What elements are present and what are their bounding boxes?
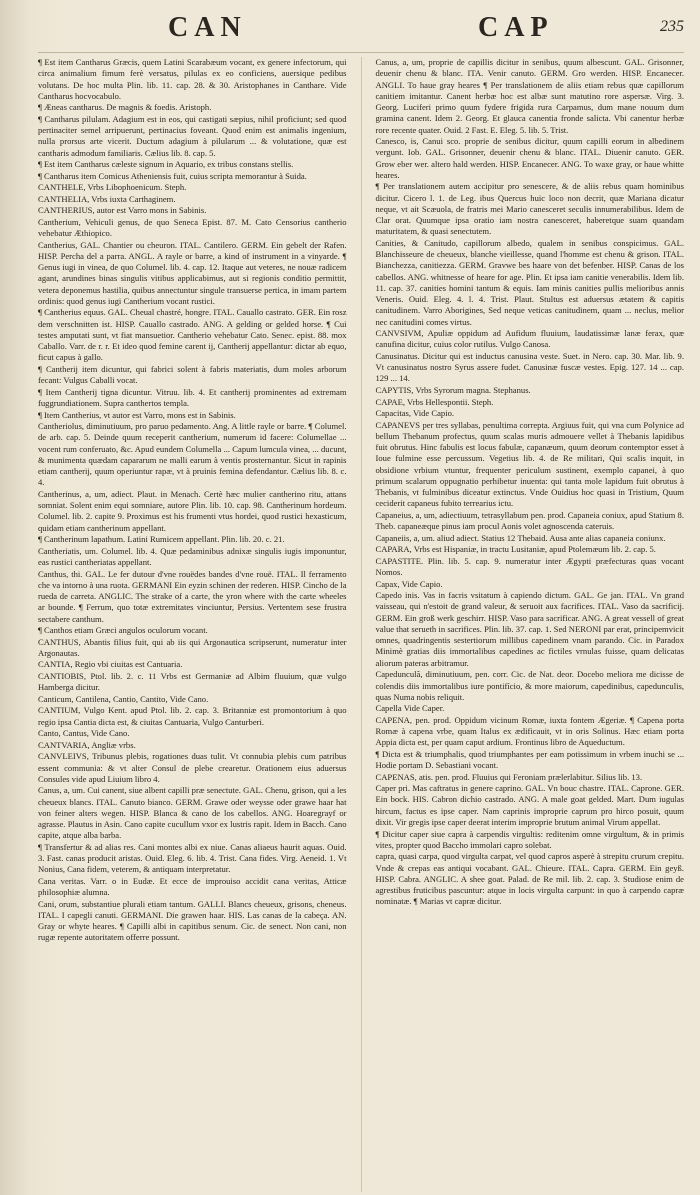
dictionary-entry: ¶ Item Cantherius, vt autor est Varro, mons est in Sabinis. <box>38 409 236 420</box>
running-head-right: CAP <box>478 12 554 43</box>
dictionary-columns <box>38 57 684 1192</box>
dictionary-entry: Capella Vide Caper. <box>375 703 445 714</box>
dictionary-entry: Capedo inis. Vas in facris vsitatum à capiendo dictum. GAL. Ge jan. ITAL. Vn grand vaisseau, qui n'estoit de grand valeur, & seruoit aux facrifices. ITAL. Vaso da sacrificij. GERM. Ein groß werk geschirr. HISP. Vaso para sacrificar. ANG. A great vessell of great value that serueth in sacrifices. Plin. lib. 37. cap. 1. Sed NERONI par erat, principemvicit omnes, quadringentis sestertiorum millibus capedinem vnam parando. Cic. in Paradox Minimè gratias diis immortalibus capedines ac fictiles vrnulas fuisse, quam delicatas aliorum pateras arbitramur. <box>375 590 684 668</box>
dictionary-entry: Capaneius, a, um, adiectiuum, tetrasyllabum pen. prod. Capaneia coniux, apud Statium 8. Theb. capaneæque pinus iam procul Aonis volet agnoscenda cateruis. <box>375 509 684 532</box>
dictionary-entry: ¶ Item Cantherij tigna dicuntur. Vitruu. lib. 4. Et cantherij prominentes ad extremam fuggrundiationem. Supra canthertos templa. <box>38 386 347 409</box>
left-column <box>38 57 347 1192</box>
dictionary-entry: Canusinatus. Dicitur qui est inductus canusina veste. Suet. in Nero. cap. 30. Mar. lib. 9. Vt canusinatus nostro Syrus assere fudet. Canusinæ fuscæ vestes. Epig. 127. 14 ... cap. 129 ... 14. <box>375 350 684 384</box>
dictionary-entry: Cani, orum, substantiue plurali etiam tantum. GALLI. Blancs cheueux, grisons, cheneus. ITAL. I capegli canuti. GERMANI. Die grawen haar. HIS. Las canas de la cabeça. AN. Gray or whyte heares. ¶ Capilli albi in capitibus senum. Cic. de senect. Non cani, non rugæ repente autoritatem offerre possunt. <box>38 898 347 943</box>
page-header <box>38 6 684 53</box>
dictionary-entry: CAPENA, pen. prod. Oppidum vicinum Romæ, iuxta fontem Ægeriæ. ¶ Capena porta Romæ à capena vrbe, quam Italus ex ædificauit, vt in oris Solinus. Hæc etiam porta Appia dicta est, per quam caput ardium. Frontinus libro de Aqueductum. <box>375 714 684 748</box>
dictionary-entry: Cantherium, Vehiculi genus, de quo Seneca Epist. 87. M. Cato Censorius cantherio vehebatur Æthiopico. <box>38 216 347 239</box>
dictionary-entry: Canus, a, um. Cui canent, siue albent capilli præ senectute. GAL. Chenu, grison, qui a les cheueux blancs. ITAL. Canuto bianco. GERM. Grawe oder weysse oder grawe haar hat von feiner alters wegen. HISP. Blanca & cano de los cabellos. ANG. Hoaregrayf or agrasse. Plautus in Asin. Cano capite cucullum vxor ex lustris rapit. Idem in Bacch. Cano capite, atque alba barba. <box>38 785 347 841</box>
dictionary-entry: Canesco, is, Canui sco. proprie de senibus dicitur, quum capilli eorum in albedinem vergunt. Iob. GAL. Grisonner, deuenir chenu & blanc. ITAL. Diuenir canuto. GER. Grow eber wer. altero hald werden. HISP. Encanecer. ANG. To waxe gray, or haue whitte heares. <box>375 136 684 180</box>
dictionary-entry: Caper pri. Mas caftratus in genere caprino. GAL. Vn bouc chastre. ITAL. Caprone. GER. Ein bock. HIS. Cabron dichio castrado. ANG. A male goat gelded. Mart. Dum iugulas hircum, factus es ipse caper. Nam caprinis improprie caprum pro hirco posuit, quum dixit. Vir gregis ipse caper deerat interim improprie brutum animal Virum appellat. <box>375 783 684 827</box>
dictionary-entry: CANVSIVM, Apuliæ oppidum ad Aufidum fluuium, laudatissimæ lanæ ferax, quæ canufina dicitur, cuius color rutilus. Vulgo Canosa. <box>375 328 684 350</box>
dictionary-entry: CANTHUS, Abantis filius fuit, qui ab iis qui Argonautica scripserunt, numeratur inter Argonautas. <box>38 636 347 658</box>
dictionary-entry: ¶ Dicta est & triumphalis, quod triumphantes per eam potissimum in vrbem inuchi se ... Hodie portam D. Sebastiani vocant. <box>375 748 684 771</box>
running-head-left: CAN <box>168 12 247 43</box>
dictionary-entry: Capaneiis, a, um. aliud adiect. Statius 12 Thebaid. Ausa ante alias capaneia coniunx. <box>375 532 666 543</box>
dictionary-entry: Cantheriatis, um. Columel. lib. 4. Quæ pedaminibus adnixæ singulis iugis imponuntur, eas rustici cantheriatas appellant. <box>38 545 347 568</box>
page-number: 235 <box>660 18 684 35</box>
dictionary-entry: CANTHERIUS, autor est Varro mons in Sabinis. <box>38 205 207 216</box>
dictionary-entry: ¶ Transfertur & ad alias res. Cani montes albi ex niue. Canas aliaeus haurit aquas. Ouid. 3. Fast. canas producit aristas. Ouid. Eleg. 6. lib. 4. Trist. Cana fides. Virg. Aeneid. 1. Vt Nonius, Cana fidem, veterem, & antiquam interpretatur. <box>38 841 347 875</box>
dictionary-entry: CANTVARIA, Angliæ vrbs. <box>38 739 136 750</box>
dictionary-entry: CAPENAS, atis. pen. prod. Fluuius qui Feroniam prælerlabitur. Silius lib. 13. <box>375 771 643 782</box>
dictionary-entry: Cana veritas. Varr. o in Eudæ. Et ecce de improuiso accidit cana veritas, Atticæ philosophiæ alumna. <box>38 875 347 898</box>
dictionary-entry: CANTIOBIS, Ptol. lib. 2. c. 11 Vrbs est Germaniæ ad Albim fluuium, quæ vulgo Hamberga dicitur. <box>38 671 347 693</box>
dictionary-entry: Capedunculã, diminutiuum, pen. corr. Cic. de Nat. deor. Docebo meliora me dicisse de colendis diis immortalibus iure pontifício, & more maiorum, capedinibus, capedunculis, quas Numa nobis reliquit. <box>375 669 684 702</box>
dictionary-entry: ¶ Dicitur caper siue capra à carpendis virgultis: reditenim omne virgultum, & in primis vites, propter quod Baccho immolari capro solebat. <box>375 828 684 850</box>
dictionary-entry: CAPANEVS per tres syllabas, penultima correpta. Argiuus fuit, qui vna cum Polynice ad bellum Thebanum profectus, quum scalas muris admouere vellet à Thebanis lapidibus fuit obrutus. Hinc fabulis est locus fabulæ, capanæum, quum deorum contemptor esset à Ioue fulmine esse percussum. Vegetius lib. 4. de Re militari, Qui scalis inquit, in obsidione vrbium vtuntur, frequenter periculum sustinent, exemplo capanei, à quo primum scalarum oppugnatio perhibetur inuenta: qui tanta mole lapidum fuit obrutus à Thebanis, vt fulminibus diceatur extinctus. Vnde Ouidius hoc quasi in Tristium, Quum ceciderit capaneus fubito terrearius ictu. <box>375 419 684 509</box>
dictionary-entry: Cantherinus, a, um, adiect. Plaut. in Menach. Certè hæc mulier cantherino ritu, attans somniat. Solent enim equi somniare, autore Plin. lib. 10. cap. 98. Cantherinum hordeum. Columel. lib. 2. capite 9. Proximus est his frumenti vtus hordei, quod rustici hexasticum, quidam etiam cantherinum appellant. <box>38 488 347 533</box>
dictionary-entry: CANVLEIVS, Tribunus plebis, rogationes duas tulit. Vt connubia plebis cum patribus essent communia: & vt alter Consul de plebe crearetur. Orationem eius aduersus Consules vide apud Liuium libro 4. <box>38 751 347 784</box>
dictionary-entry: ¶ Canthos etiam Græci angulos oculorum vocant. <box>38 625 208 636</box>
dictionary-entry: CAPASTITE. Plin. lib. 5. cap. 9. numeratur inter Ægypti præfecturas quas vocant Nomos. <box>375 555 684 578</box>
dictionary-entry: CAPARA, Vrbs est Hispaniæ, in tractu Lusitaniæ, apud Ptolemæum lib. 2. cap. 5. <box>375 544 656 555</box>
dictionary-entry: Canities, & Canitudo, capillorum albedo, qualem in senibus conspicimus. GAL. Blanchisseure de cheueux, blanche vieillesse, quand l'homme est chenu & grison. ITAL. Bianchezza, canitiezza. GERM. Gravwe bes haare von det befenber. HISP. Canas de los cabellos. ANG. whitnesse of heare for age. Plin. Et ipsa iam canitie venerabilis. Idem lib. 11. cap. 37. canities homini tantum & equis. Iam minis canities pullis melioribus annis Veneris. Ouid. Eleg. 4. l. 4. Trist. Plaut. Stultus est aduersus ætatem & capitis canitudinem. Varro Aborigines, Sed neque veticas canitudinem, quam ... neclus, melior nec canitudini comes virtus. <box>375 237 684 327</box>
dictionary-entry: Cantherius, GAL. Chantier ou cheuron. ITAL. Cantilero. GERM. Ein gebelt der Rafen. HISP. Percha del a parra. ANGL. A rayle or barre, a kind of instrument in a vinyarde. ¶ Genus iugi in vinea, de quo Columel. lib. 4. cap. 12. Itaque aut veteres, ne nouæ radicem agant, arundines binas singulis vitibus applicabimus, aut si regionis conditio permittit, vetera deponemus hastilia, quibus annectuntur singule transuerse pertica, in imam partem ordinis: quod genus iugi Cantherium vocant rustici. <box>38 239 347 306</box>
dictionary-entry: ¶ Est item Cantharus cæleste signum in Aquario, ex tribus constans stellis. <box>38 159 294 170</box>
dictionary-entry: ¶ Cantherius equus. GAL. Cheual chastré, hongre. ITAL. Cauallo castrato. GER. Ein rosz dem verschnitten ist. HISP. Cauallo castrado. ANG. A gelding or gelded horse. ¶ Cui testes amputati sunt, vt fiat mansuetior. Cantherio vehebatur Cato. Senec. epist. 88. mox Caballo. Varr. de r. r. Et ideo quod femine carent ij, Cantherij appellantur: dictar ab equo, ficut capus à gallo. <box>38 307 347 363</box>
dictionary-entry: CANTIUM, Vulgo Kent. apud Ptol. lib. 2. cap. 3. Britanniæ est promontorium à quo regio ipsa Cantia dicta est, & ciuitas Cantuaria, Vulgo Canturberi. <box>38 705 347 727</box>
dictionary-entry: Capacitas, Vide Capio. <box>375 408 455 419</box>
dictionary-entry: ¶ Æneas cantharus. De magnis & foedis. Aristoph. <box>38 102 212 113</box>
dictionary-entry: CAPAE, Vrbs Hellespontii. Steph. <box>375 396 494 407</box>
dictionary-entry: CANTHELIA, Vrbs iuxta Carthaginem. <box>38 193 176 204</box>
dictionary-entry: Capax, Vide Capio. <box>375 578 443 589</box>
dictionary-entry: CAPYTIS, Vrbs Syrorum magna. Stephanus. <box>375 385 531 396</box>
dictionary-entry: ¶ Per translationem autem accipitur pro senescere, & de aliis rebus quam hominibus dicitur. Cicero l. 1. de Leg. ibus Quercus huic loco non decrit, quæ Mariana dicatur neque, vt ait Scæuola, de fratris mei Mario canesceret seculis innumerabilibus. Idem de Clar orat. Quumque ipsa oratio iam nostra canesceret, haberetque suam quandam maturitatem, & quasi senectutem. <box>375 181 684 237</box>
dictionary-entry: Canus, a, um, proprie de capillis dicitur in senibus, quum albescunt. GAL. Grisonner, deuenir chenu & blanc. ITA. Venir canuto. GERM. Gro werden. HISP. Encanecer. ANGLI. To haue gray heares ¶ Per translationem de aliis etiam rebus quæ capillorum canitiem imitantur. Canent herbæ hoc est albæ sunt matutino rore aspersæ. Virg. 3. Georg. Luciferi primo quum fydere frigida rura Carpamus, dum mane nouum dum gramina canent. Idem 2. Georg. Et glauca canentia fronde salicta. Vbi canentur herbæ rore recente quater. Ouid. 2 Fast. E. Eleg. 5. lib. 5. Trist. <box>375 57 684 135</box>
dictionary-entry: capra, quasi carpa, quod virgulta carpat, vel quod capros asperè à strepitu crurum crepitu. Vnde & crepas eas antiqui vocabant. GAL. Chieure. ITAL. Capra. GERM. Ein geyß. HISP. Cabra. ANGLIC. A shee goat. Palad. de Re mil. lib. 2. cap. 3. Studiose enim de agrestibus fruticibus pascuntur: atque in locis virgulta carpunt: in quo à carpendo capræ nominatæ. ¶ Marias vt capræ dicitur. <box>375 851 684 907</box>
dictionary-entry: ¶ Cantherinum lapathum. Latini Rumicem appellant. Plin. lib. 20. c. 21. <box>38 534 285 545</box>
dictionary-entry: Canthus, thi. GAL. Le fer dutour d'vne rouëdes bandes d'vne rouë. ITAL. Il ferramento che va intorno à una ruota. GERMANI Ein eyzin schinen der rederen. HISP. Cincho de la rueda de carreta. ANGLIC. The strake of a carte, the yron where with the carte wheeles ar bounde. ¶ Ferrum, quo totæ extremitates vinciuntur, Persius. Vertentem sese frustra sectabere canthum. <box>38 568 347 624</box>
dictionary-entry: ¶ Cantharus item Comicus Atheniensis fuit, cuius scripta memorantur à Suida. <box>38 170 307 181</box>
dictionary-entry: Cantheriolus, diminutiuum, pro paruo pedamento. Ang. A little rayle or barre. ¶ Columel. de arb. cap. 5. Deinde quum receperit cantherium, numerum id facere: Columellae ... vocent rum conferuato, &c. Apud eundem Columella ... Capum lumcula vinea, ... ducunt, & munimenta quædam capararum ne malli earum à ventis prosternantur. Sicut in rapinis etiam cantherij, quum operiuntur rapæ, vt à pruinis femina defendantur. Cælius lib. 8. c. 4. <box>38 421 347 488</box>
dictionary-entry: Canticum, Cantilena, Cantio, Cantito, Vide Cano. <box>38 693 209 704</box>
dictionary-entry: ¶ Est item Cantharus Græcis, quem Latini Scarabæum vocant, ex genere infectorum, qui circa animalium fimum ferè versatus, pilulas ex eo conficiens, auersique pedibus volutans. De hoc multa Plin. lib. 11. cap. 28. & 30. Aristophanes in Canthare. Vide Cantharus hocvocabulo. <box>38 57 347 101</box>
dictionary-entry: CANTIA, Regio vbi ciuitas est Cantuaria. <box>38 659 183 670</box>
dictionary-entry: Canto, Cantus, Vide Cano. <box>38 728 130 739</box>
dictionary-entry: ¶ Cantherij item dicuntur, qui fabrici solent à fabris materiatis, dum moles arborum fecant: Vulgus Caballi vocat. <box>38 364 347 386</box>
dictionary-entry: ¶ Cantharus pilulam. Adagium est in eos, qui castigati sæpius, nihil proficiunt; sed quod pertinaciter semel arripuerunt, pertinacius foveant. Quod enim est animalis ingenium, nulla prorsus arte vicerit. Ductum adagium à pilularum ... & volutatione, quæ est cantharis admodum familiaris. Cælius lib. 8. cap. 5. <box>38 113 347 158</box>
dictionary-entry: CANTHELE, Vrbs Libophoenicum. Steph. <box>38 182 187 193</box>
right-column <box>375 57 684 1192</box>
column-divider <box>361 57 362 1192</box>
